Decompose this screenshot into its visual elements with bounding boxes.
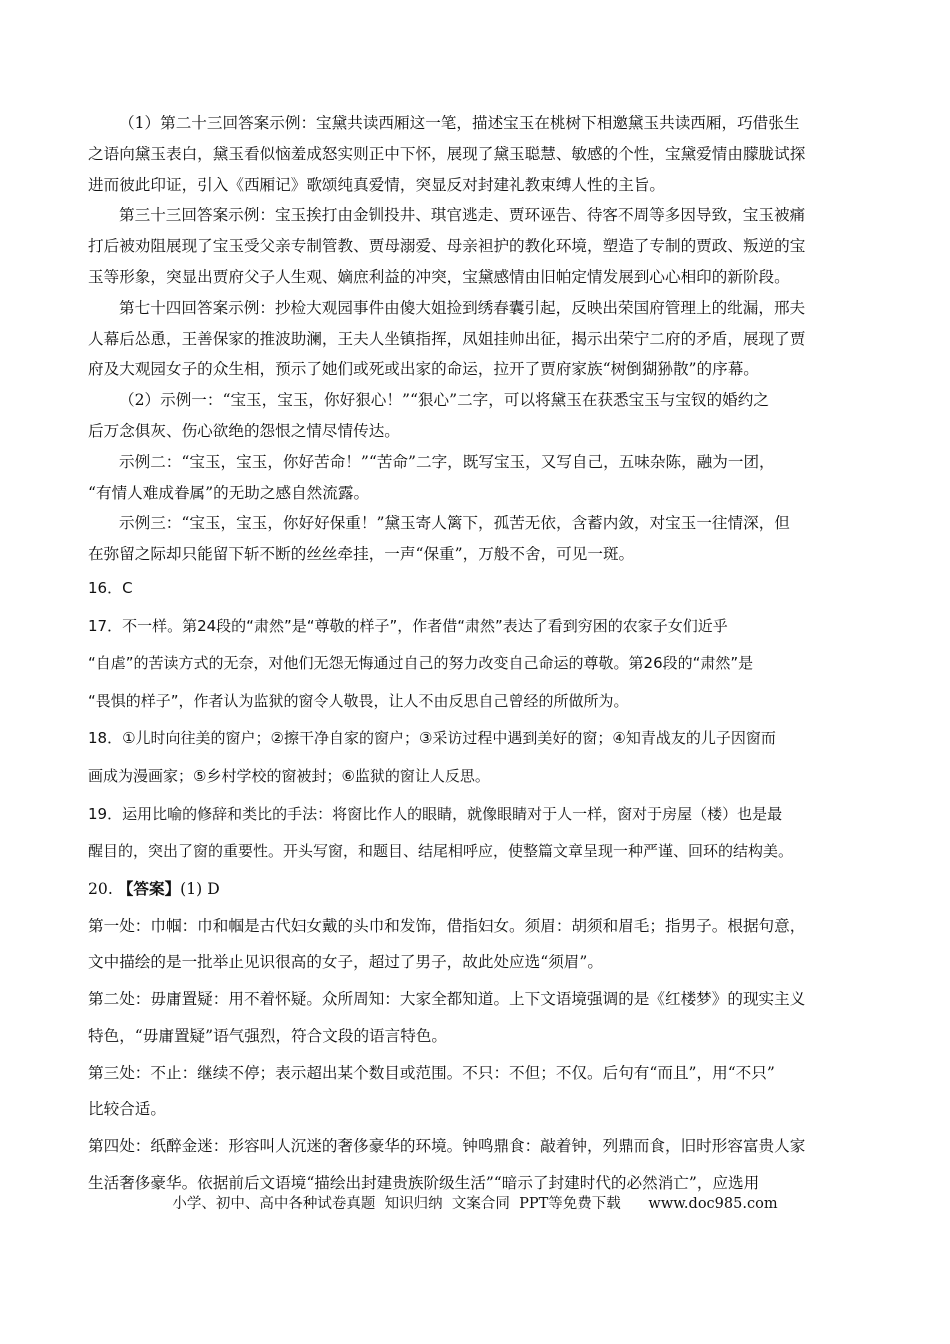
paragraph-line: （2）示例一：“宝玉，宝玉，你好狠心！”“狠心”二字，可以将黛玉在获悉宝玉与宝钗的婚约之 (119, 391, 769, 410)
paragraph-line: 比较合适。 (88, 1100, 166, 1119)
paragraph-line: （1）第二十三回答案示例：宝黛共读西厢这一笔，描述宝玉在桃树下相邀黛玉共读西厢，巧借张生 (119, 114, 800, 132)
answer-section-15 (88, 108, 864, 570)
paragraph-line: 第四处：纸醉金迷：形容叫人沉迷的奢侈豪华的环境。钟鸣鼎食：敲着钟，列鼎而食，旧时形容富贵人家 (88, 1137, 806, 1156)
paragraph-line: “自虐”的苦读方式的无奈，对他们无怨无悔通过自己的努力改变自己命运的尊敬。第26段的“肃然”是 (88, 654, 754, 673)
paragraph-line: 特色，“毋庸置疑”语气强烈，符合文段的语言特色。 (88, 1026, 448, 1045)
paragraph-line: 打后被劝阻展现了宝玉受父亲专制管教、贾母溺爱、母亲袒护的教化环境，塑造了专制的贾政、叛逆的宝 (88, 237, 806, 256)
paragraph-line: “畏惧的样子”，作者认为监狱的窗令人敬畏，让人不由反思自己曾经的所做所为。 (88, 691, 629, 710)
paragraph-line: 第二处：毋庸置疑：用不着怀疑。众所周知：大家全都知道。上下文语境强调的是《红楼梦》的现实主义 (88, 990, 806, 1009)
paragraph-line: “有情人难成眷属”的无助之感自然流露。 (88, 483, 370, 502)
answer-choice: (1) D (180, 879, 220, 898)
paragraph-line: 17．不一样。第24段的“肃然”是“尊敬的样子”，作者借“肃然”表达了看到穷困的农家子女们近乎 (88, 616, 728, 635)
footer-text: 小学、初中、高中各种试卷真题 知识归纳 文案合同 PPT等免费下载 (172, 1196, 621, 1212)
paragraph-line: 第三处：不止：继续不停；表示超出某个数目或范围。不只：不但；不仅。后句有“而且”，用“不只” (88, 1063, 775, 1082)
answer-label: 【答案】 (117, 878, 181, 898)
page-footer (0, 1192, 950, 1213)
paragraph-line: 进而彼此印证，引入《西厢记》歌颂纯真爱情，突显反对封建礼教束缚人性的主旨。 (88, 175, 665, 194)
paragraph-line: 示例三：“宝玉，宝玉，你好好保重！”黛玉寄人篱下，孤苦无依，含蓄内敛，对宝玉一往情深，但 (119, 514, 790, 533)
paragraph-line: 第七十四回答案示例：抄检大观园事件由傻大姐捡到绣春囊引起，反映出荣国府管理上的纰漏，邢夫 (119, 298, 806, 317)
paragraph-line: 示例二：“宝玉，宝玉，你好苦命！”“苦命”二字，既写宝玉，又写自己，五味杂陈，融为一团， (119, 452, 775, 471)
document-body (88, 108, 864, 1202)
paragraph-line: 19．运用比喻的修辞和类比的手法：将窗比作人的眼睛，就像眼睛对于人一样，窗对于房屋（楼）也是最 (88, 804, 783, 823)
question-20-heading (88, 871, 864, 908)
paragraph-line: 文中描绘的是一批举止见识很高的女子，超过了男子，故此处应选“须眉”。 (88, 953, 603, 972)
paragraph-line: 府及大观园女子的众生相，预示了她们或死或出家的命运，拉开了贾府家族“树倒猢狲散”的序幕。 (88, 360, 759, 379)
paragraph-line: 玉等形象，突显出贾府父子人生观、嫡庶利益的冲突，宝黛感情由旧帕定情发展到心心相印的新阶段。 (88, 267, 790, 286)
paragraph-line: 之语向黛玉表白，黛玉看似恼羞成怒实则正中下怀，展现了黛玉聪慧、敏感的个性，宝黛爱情由朦胧试探 (88, 144, 806, 163)
answer-section-20 (88, 871, 864, 1202)
paragraph-line: 醒目的，突出了窗的重要性。开头写窗，和题目、结尾相呼应，使整篇文章呈现一种严谨、回环的结构美。 (88, 842, 794, 861)
paragraph-line: 16．C (88, 578, 133, 597)
paragraph-line: 画成为漫画家；⑤乡村学校的窗被封；⑥监狱的窗让人反思。 (88, 766, 490, 785)
paragraph-line: 第一处：巾帼：巾和帼是古代妇女戴的头巾和发饰，借指妇女。须眉：胡须和眉毛；指男子。根据句意， (88, 916, 806, 935)
paragraph-line: 18．①儿时向往美的窗户；②擦干净自家的窗户；③采访过程中遇到美好的窗；④知青战友的儿子因窗而 (88, 729, 776, 748)
paragraph-line: 生活奢侈豪华。依据前后文语境“描绘出封建贵族阶级生活”“暗示了封建时代的必然消亡”，应选用 (88, 1174, 760, 1193)
paragraph-line: 后万念俱灰、伤心欲绝的怨恨之情尽情传达。 (88, 421, 400, 440)
footer-url[interactable]: www.doc985.com (648, 1196, 778, 1212)
paragraph-line: 在弥留之际却只能留下斩不断的丝丝牵挂，一声“保重”，万般不舍，可见一斑。 (88, 545, 635, 564)
answer-section-16-19 (88, 570, 864, 871)
paragraph-line: 人幕后怂恿，王善保家的推波助澜，王夫人坐镇指挥，凤姐挂帅出征，揭示出荣宁二府的矛盾，展现了贾 (88, 329, 806, 348)
paragraph-line: 第三十三回答案示例：宝玉挨打由金钏投井、琪官逃走、贾环诬告、待客不周等多因导致，宝玉被痛 (119, 206, 806, 225)
question-number: 20. (88, 879, 113, 898)
